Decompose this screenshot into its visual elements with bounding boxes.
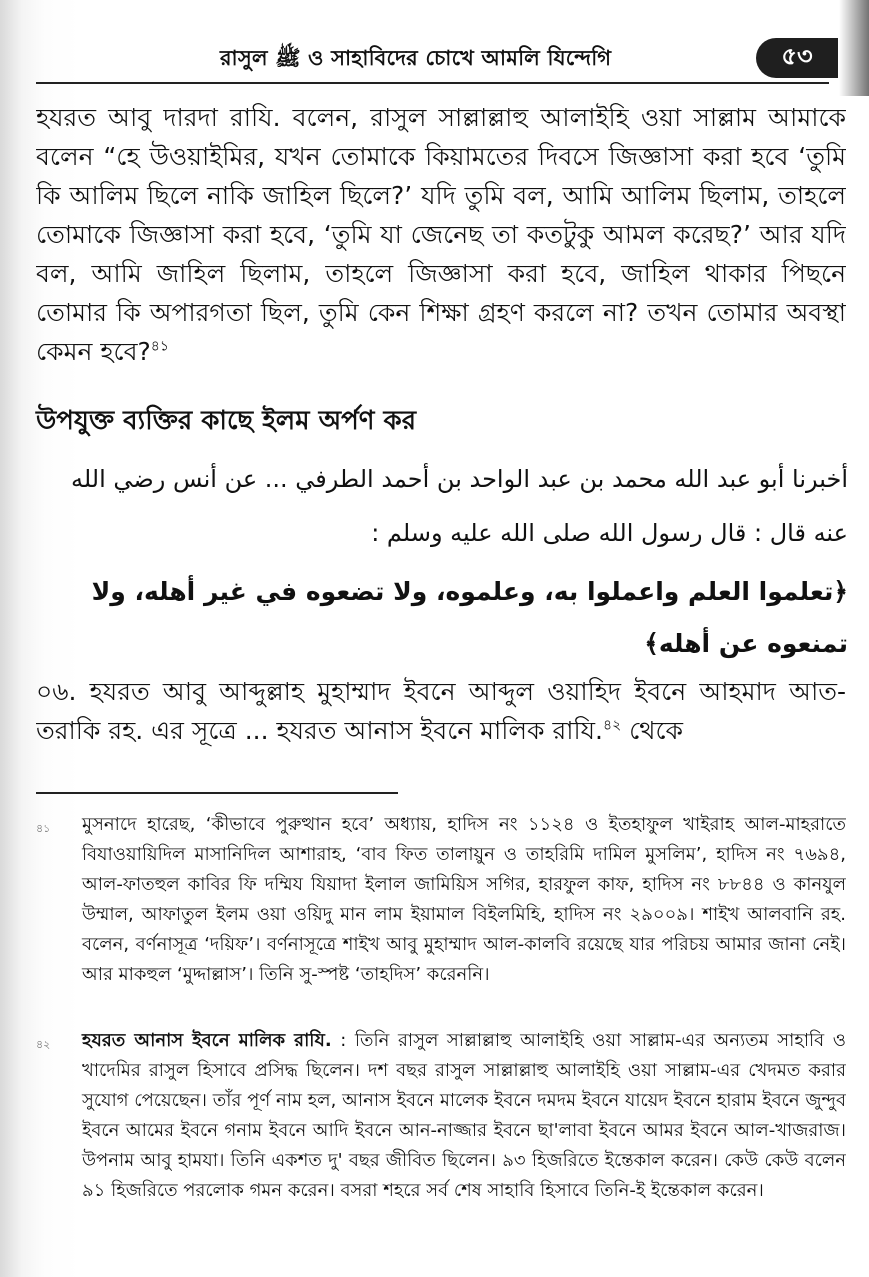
paragraph-text: হযরত আবু আব্দুল্লাহ মুহাম্মাদ ইবনে আব্দুল ওয়াহিদ ইবনে আহমাদ আত-তরাকি রহ. এর সূত্রে ... হযরত আনাস ইবনে মালিক রাযি. xyxy=(36,677,846,745)
page-number: ৫৩ xyxy=(756,38,838,78)
footnote-body xyxy=(82,1026,846,1206)
header-rule xyxy=(36,82,829,84)
footnote-ref: ৪২ xyxy=(602,717,622,734)
footnote xyxy=(36,810,846,1022)
footnote-text: : তিনি রাসুল সাল্লাল্লাহু আলাইহি ওয়া সাল্লাম-এর অন্যতম সাহাবি ও খাদেমির রাসুল হিসাবে প্রসিদ্ধ ছিলেন। দশ বছর রাসুল সাল্লাল্লাহু আলাইহি ওয়া সাল্লাম-এর খেদমত করার সুযোগ পেয়েছেন। তাঁর পূর্ণ নাম হল, আনাস ইবনে মালেক ইবনে দমদম ইবনে যায়েদ ইবনে হারাম ইবনে জুন্দুব ইবনে আমের ইবনে গনাম ইবনে আদি ইবনে আন-নাজ্জার ইবনে ছা'লাবা ইবনে আমর ইবনে আল-খাজরাজ। উপনাম আবু হামযা। তিনি একশত দু' বছর জীবিত ছিলেন। ৯৩ হিজরিতে ইন্তেকাল করেন। কেউ কেউ বলেন ৯১ হিজরিতে পরলোক গমন করেন। বসরা শহরে সর্ব শেষ সাহাবি হিসাবে তিনি-ই ইন্তেকাল করেন। xyxy=(82,1030,846,1201)
footnote xyxy=(36,1026,846,1266)
footnote-ref: ৪১ xyxy=(150,338,169,355)
arabic-isnad: أخبرنا أبو عبد الله محمد بن عبد الواحد بن أحمد الطرفي ... عن أنس رضي الله عنه قال : قال رسول الله صلى الله عليه وسلم : xyxy=(70,465,848,547)
footnote-divider xyxy=(36,792,398,794)
footnote-lead: হযরত আনাস ইবনে মালিক রাযি. xyxy=(82,1030,332,1051)
page-edge-shadow xyxy=(839,0,869,96)
hadith-number: ০৬. xyxy=(36,677,77,706)
footnote-marker: ৪২ xyxy=(36,1038,51,1051)
page-header xyxy=(0,0,869,96)
footnote-text: মুসনাদে হারেছ, ‘কীভাবে পুরুত্থান হবে’ অধ্যায়, হাদিস নং ১১২৪ ও ইতহাফুল খাইরাহ আল-মাহরাতে বিযাওয়ায়িদিল মাসানিদিল আশারাহ, ‘বাব ফিত তালায়ুন ও তাহরিমি দামিল মুসলিম’, হাদিস নং ৭৬৯৪, আল-ফাতহুল কাবির ফি দম্মিয যিয়াদা ইলাল জামিয়িস সগির, হারফুল কাফ, হাদিস নং ৮৮৪৪ ও কানযুল উম্মাল, আফাতুল ইলম ওয়া ওয়িদু মান লাম ইয়ামাল বিইলমিহি, হাদিস নং ২৯০০৯। শাইখ আলবানি রহ. বলেন, বর্ণনাসূত্র ‘দয়িফ’। বর্ণনাসূত্রে শাইখ আবু মুহাম্মাদ আল-কালবি রয়েছে যার পরিচয় আমার জানা নেই। আর মাকহুল ‘মুদ্দাল্লাস’। তিনি সু-স্পষ্ট ‘তাহদিস’ করেননি। xyxy=(82,814,846,985)
paragraph-text-tail: থেকে xyxy=(629,716,683,745)
paragraph-abu-darda xyxy=(36,98,846,388)
running-title: রাসুল ﷺ ও সাহাবিদের চোখে আমলি যিন্দেগি xyxy=(220,46,612,70)
section-heading: উপযুক্ত ব্যক্তির কাছে ইলম অর্পণ কর xyxy=(36,406,417,436)
paragraph-hadith-06 xyxy=(36,672,846,754)
arabic-hadith-text: ﴿تعلموا العلم واعملوا به، وعلموه، ولا تضعوه في غير أهله، ولا تمنعوه عن أهله﴾ xyxy=(91,577,848,658)
paragraph-text: হযরত আবু দারদা রাযি. বলেন, রাসুল সাল্লাল্লাহু আলাইহি ওয়া সাল্লাম আমাকে বলেন “হে উওয়াইমির, যখন তোমাকে কিয়ামতের দিবসে জিজ্ঞাসা করা হবে ‘তুমি কি আলিম ছিলে নাকি জাহিল ছিলে?’ যদি তুমি বল, আমি আলিম ছিলাম, তাহলে তোমাকে জিজ্ঞাসা করা হবে, ‘তুমি যা জেনেছ তা কতটুকু আমল করেছ?’ আর যদি বল, আমি জাহিল ছিলাম, তাহলে জিজ্ঞাসা করা হবে, জাহিল থাকার পিছনে তোমার কি অপারগতা ছিল, তুমি কেন শিক্ষা গ্রহণ করলে না? তখন তোমার অবস্থা কেমন হবে? xyxy=(36,103,846,366)
footnote-marker: ৪১ xyxy=(36,822,51,835)
